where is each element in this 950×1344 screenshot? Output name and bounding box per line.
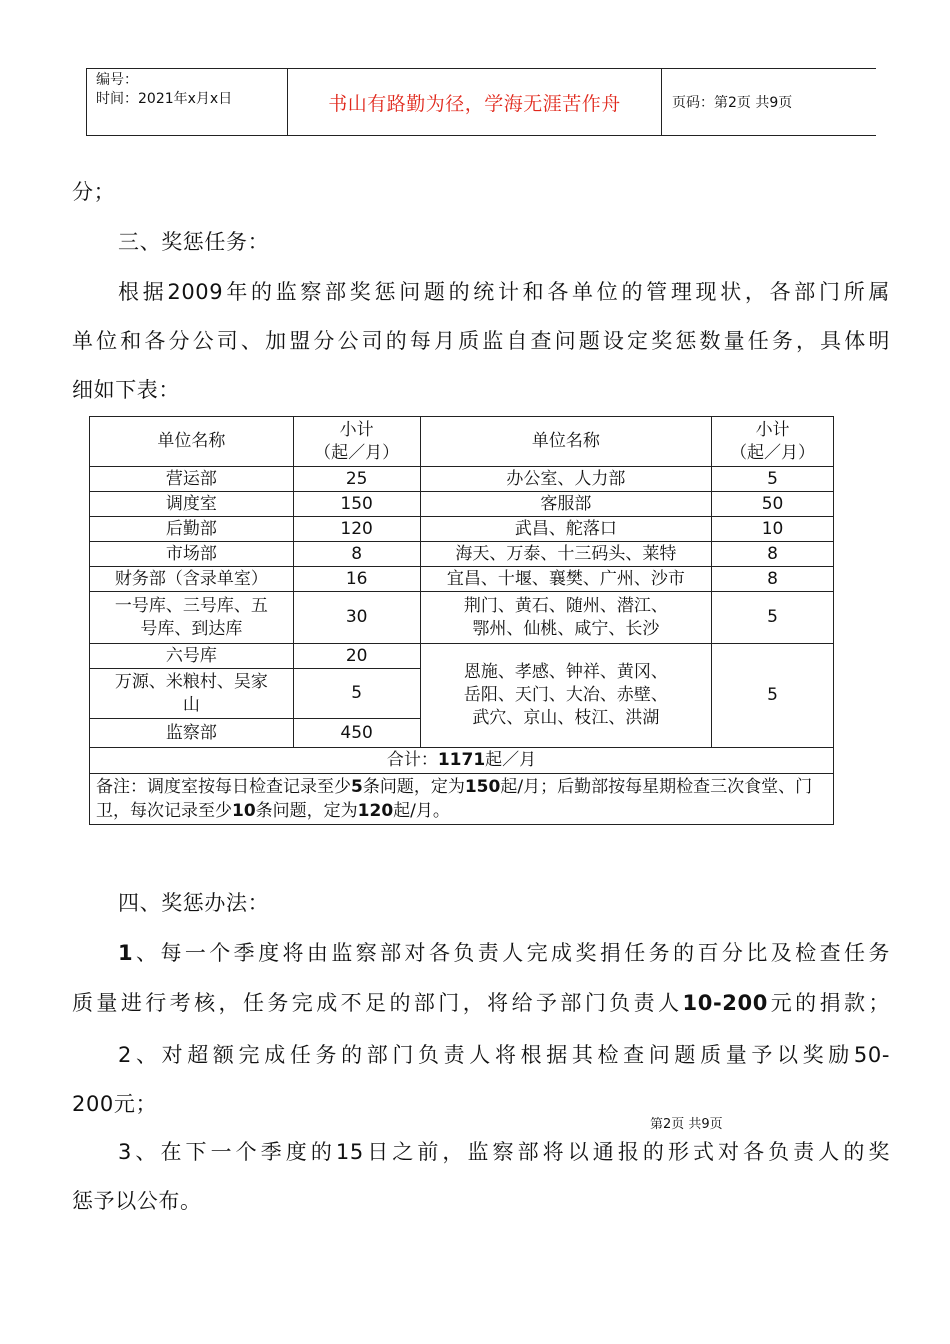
note-text: 备注：调度室按每日检查记录至少: [96, 777, 351, 797]
table-cell: 30: [293, 592, 420, 644]
note-cell: [90, 774, 834, 825]
total-value: 1171: [437, 750, 486, 770]
cell-line: 鄂州、仙桃、咸宁、长沙: [472, 618, 660, 639]
note-number: 150: [464, 777, 501, 797]
table-cell: 监察部: [90, 719, 294, 748]
cell-line: 岳阳、天门、大冶、赤壁、: [463, 685, 668, 705]
header-motto: 书山有路勤为径，学海无涯苦作舟: [288, 69, 662, 135]
col-header-subtotal: [293, 417, 420, 467]
paragraph-line: 惩予以公布。: [72, 1189, 202, 1213]
item-number: 1: [118, 941, 134, 965]
header-page: 页码：第2页 共9页: [672, 95, 793, 111]
note-text: 起/月；后勤部按每星期检查三次食堂、门卫，每次记录至少: [96, 777, 813, 821]
paragraph-line: 200元；: [72, 1092, 158, 1116]
table-row: [90, 517, 834, 542]
table-cell: 25: [293, 467, 420, 492]
table-cell-merged: [420, 644, 712, 748]
note-text: 条问题，定为: [362, 777, 465, 797]
table-row: [90, 492, 834, 517]
header-meta: [87, 69, 288, 135]
table-cell: 50: [712, 492, 834, 517]
note-text: 起/月。: [393, 801, 450, 821]
header-text: （起／月）: [314, 442, 400, 463]
paragraph-line: 3、在下一个季度的15日之前，监察部将以通报的形式对各负责人的奖: [118, 1140, 890, 1164]
section-4-title: 四、奖惩办法：: [118, 891, 270, 915]
note-number: 5: [351, 777, 363, 797]
header-text: （起／月）: [730, 442, 816, 463]
table-cell: 营运部: [90, 467, 294, 492]
cell-line: 一号库、三号库、五: [114, 595, 268, 616]
paragraph-line: [72, 929, 890, 978]
table-cell: 5: [712, 467, 834, 492]
table-cell: 六号库: [90, 644, 294, 669]
table-row: [90, 567, 834, 592]
header-text: 小计: [339, 419, 374, 440]
table-row: [90, 644, 834, 669]
table-cell: 调度室: [90, 492, 294, 517]
table-cell: 5: [293, 669, 420, 719]
table-cell: [90, 669, 294, 719]
header-text: 小计: [755, 419, 790, 440]
note-number: 10: [232, 801, 256, 821]
table-cell: 武昌、舵落口: [420, 517, 712, 542]
table-row: [90, 592, 834, 644]
table-note-row: [90, 774, 834, 825]
total-unit: 起／月: [485, 750, 537, 770]
table-cell: 8: [293, 542, 420, 567]
note-text: 条问题，定为: [255, 801, 358, 821]
total-label: 合计：: [386, 750, 438, 770]
item-text: 质量进行考核，任务完成不足的部门，将给予部门负责人: [72, 991, 683, 1015]
table-cell: 20: [293, 644, 420, 669]
table-cell: 办公室、人力部: [420, 467, 712, 492]
table-row: [90, 467, 834, 492]
paragraph-line: 2、对超额完成任务的部门负责人将根据其检查问题质量予以奖励50-: [118, 1043, 890, 1067]
col-header-subtotal: [712, 417, 834, 467]
total-cell: [90, 748, 834, 774]
cell-line: 山: [182, 694, 200, 715]
note-number: 120: [357, 801, 394, 821]
continued-text: 分；: [72, 180, 116, 204]
table-row: [90, 542, 834, 567]
table-cell: 市场部: [90, 542, 294, 567]
cell-line: 恩施、孝感、钟祥、黄冈、: [463, 662, 668, 682]
paragraph-line: 单位和各分公司、加盟分公司的每月质监自查问题设定奖惩数量任务，具体明: [72, 329, 890, 353]
table-cell: 海天、万泰、十三码头、莱特: [420, 542, 712, 567]
table-cell: 120: [293, 517, 420, 542]
table-cell: 宜昌、十堰、襄樊、广州、沙市: [420, 567, 712, 592]
table-cell: 150: [293, 492, 420, 517]
paragraph-line: [72, 979, 890, 1028]
quota-table: [89, 416, 834, 825]
table-cell-merged: 5: [712, 644, 834, 748]
header-number: 编号：: [96, 72, 138, 88]
cell-line: 荆门、黄石、随州、潜江、: [463, 595, 668, 616]
col-header-unit: 单位名称: [90, 417, 294, 467]
table-cell: 8: [712, 567, 834, 592]
table-cell: 16: [293, 567, 420, 592]
paragraph-line: 细如下表：: [72, 378, 180, 402]
table-header-row: [90, 417, 834, 467]
col-header-unit: 单位名称: [420, 417, 712, 467]
table-cell: 客服部: [420, 492, 712, 517]
page-number: 第2页 共9页: [650, 1117, 723, 1132]
table-cell: 财务部（含录单室）: [90, 567, 294, 592]
item-text: 、每一个季度将由监察部对各负责人完成奖捐任务的百分比及检查任务: [133, 941, 890, 965]
table-cell: 5: [712, 592, 834, 644]
header-time: 时间：2021年x月x日: [96, 91, 233, 107]
table-total-row: [90, 748, 834, 774]
section-3-title: 三、奖惩任务：: [118, 230, 270, 254]
page-header: [86, 68, 876, 136]
table-cell: [90, 592, 294, 644]
item-text: 元的捐款；: [767, 991, 891, 1015]
cell-line: 武穴、京山、枝江、洪湖: [472, 708, 660, 728]
table-cell: 10: [712, 517, 834, 542]
table-cell: 8: [712, 542, 834, 567]
table-cell: [420, 592, 712, 644]
table-cell: 后勤部: [90, 517, 294, 542]
paragraph-line: 根据2009年的监察部奖惩问题的统计和各单位的管理现状，各部门所属: [118, 280, 890, 304]
item-amount: 10-200: [682, 991, 768, 1015]
cell-line: 万源、米粮村、吴家: [114, 671, 268, 692]
cell-line: 号库、到达库: [140, 618, 243, 639]
table-cell: 450: [293, 719, 420, 748]
